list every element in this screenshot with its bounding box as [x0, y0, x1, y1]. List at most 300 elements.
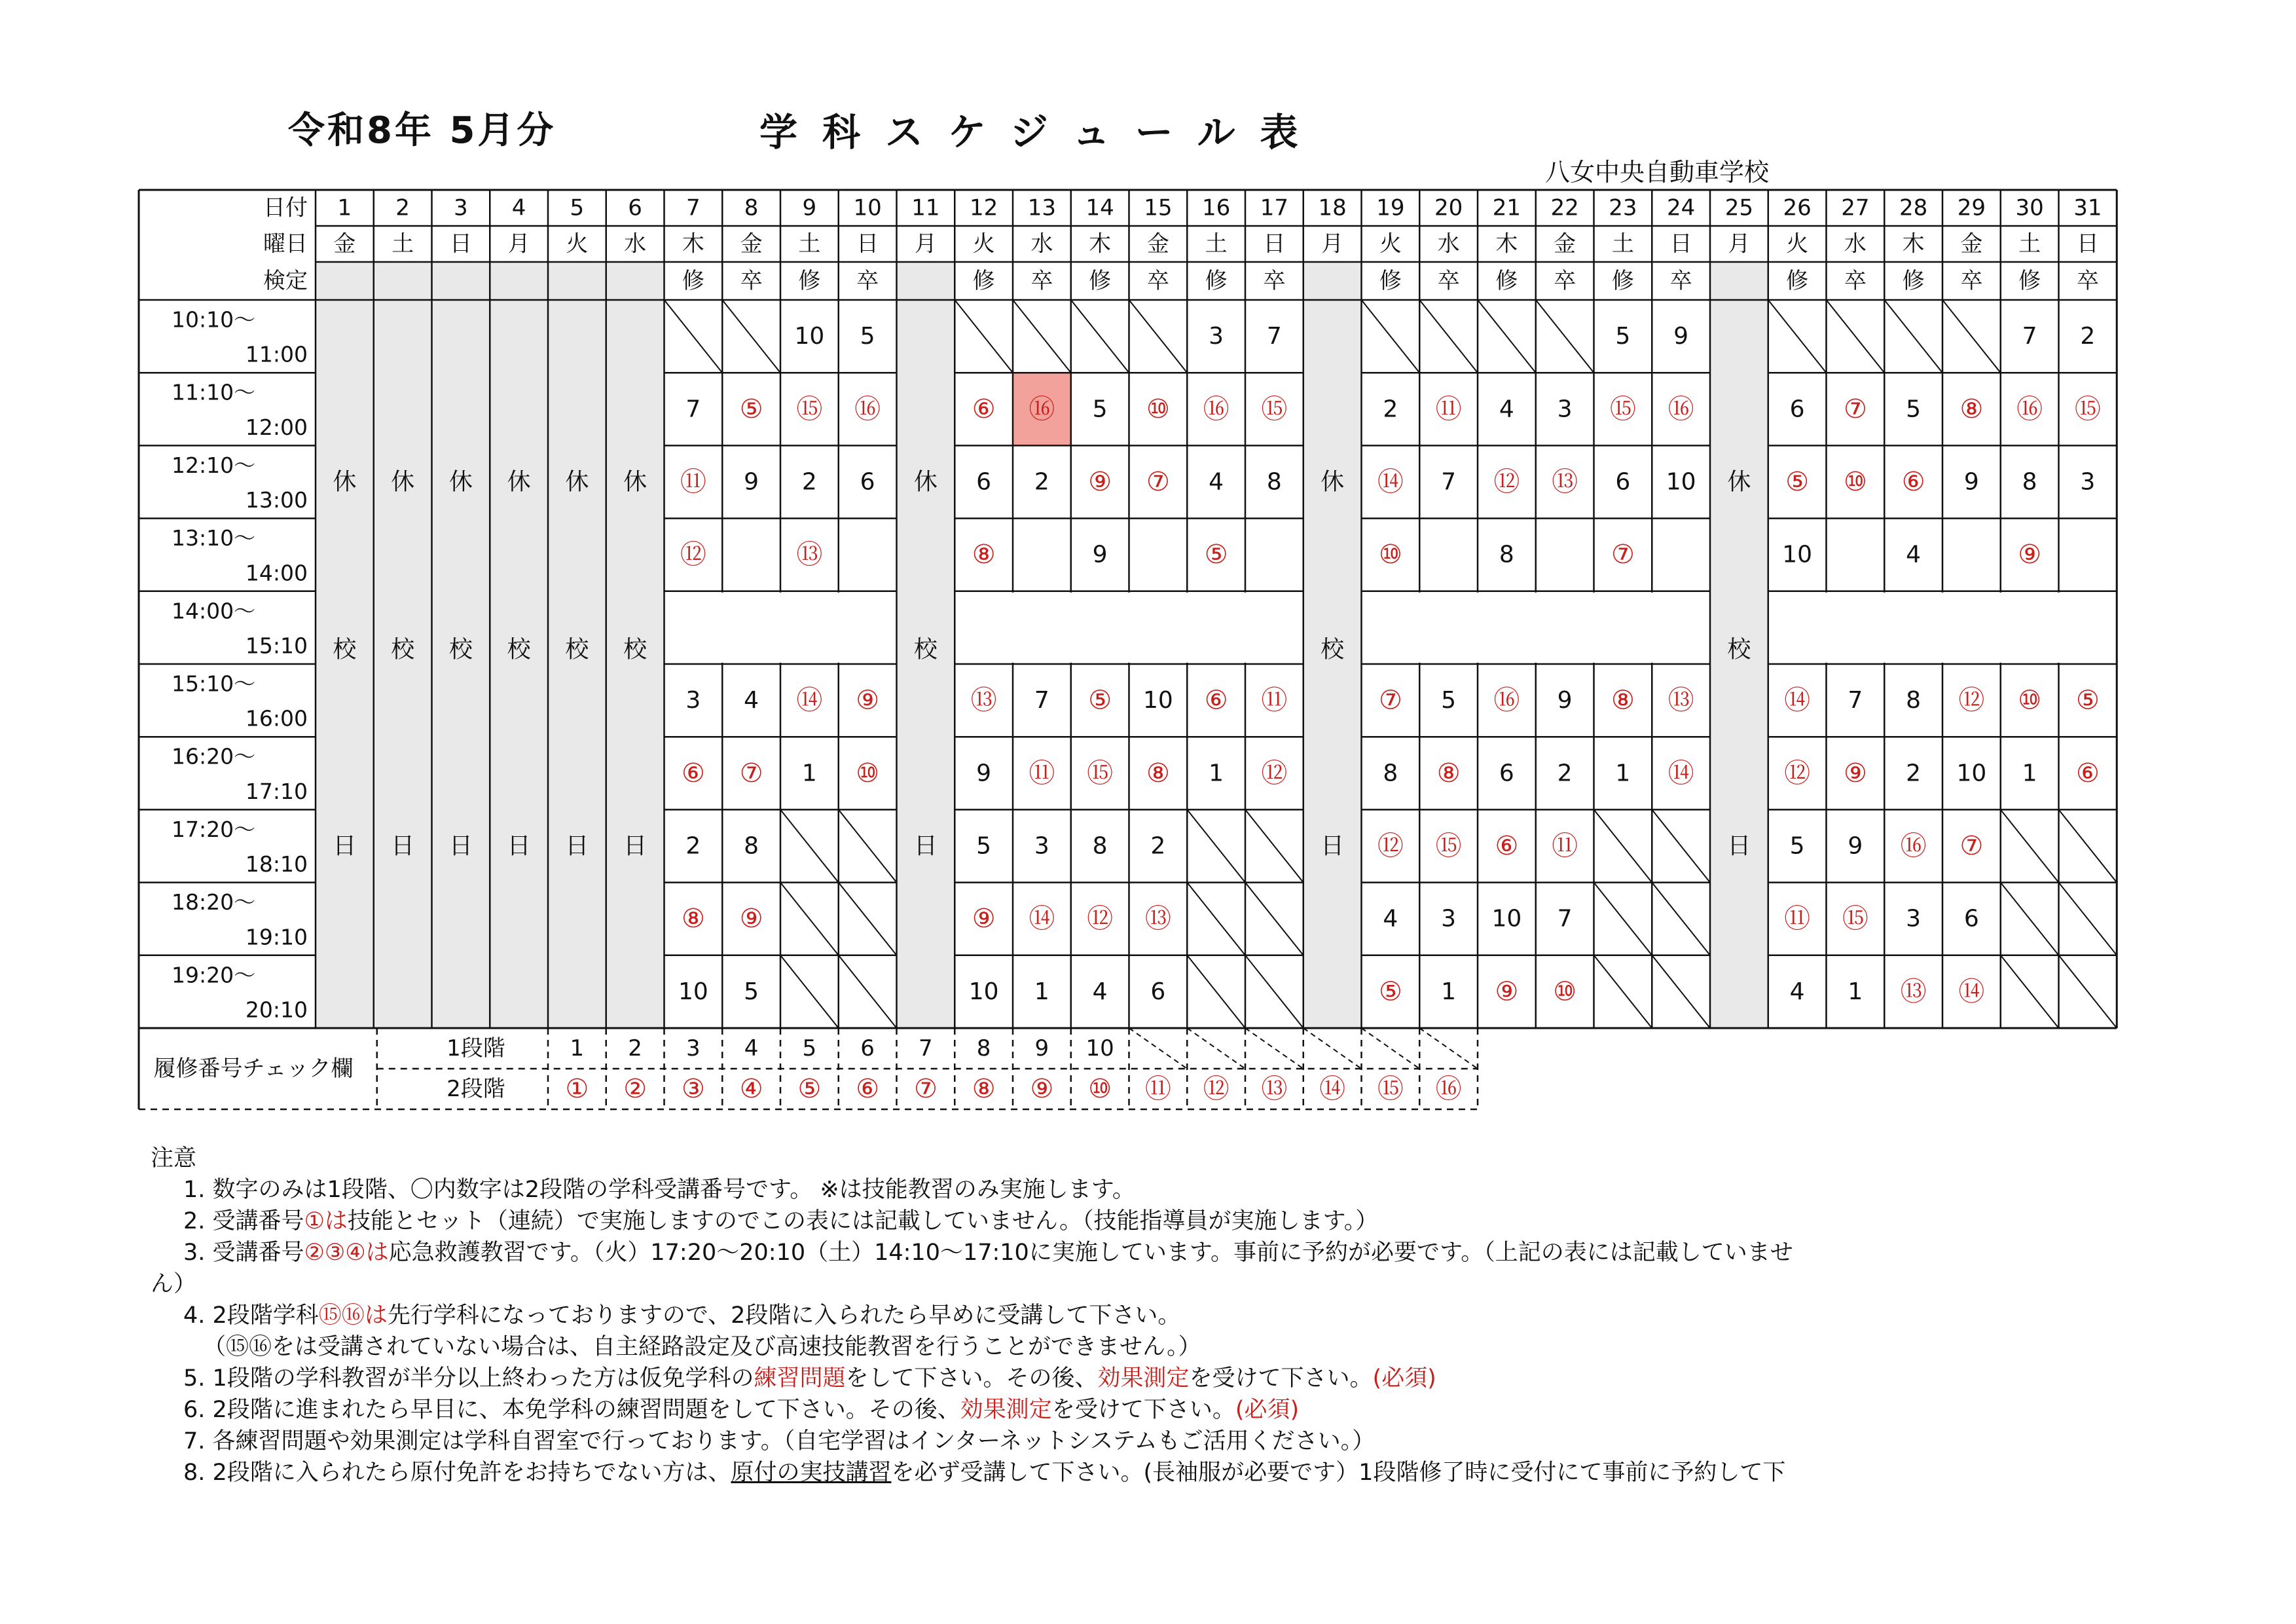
no-class-diagonal [1362, 300, 1420, 373]
class-number: 8 [1092, 832, 1108, 860]
class-number: ⑦ [1378, 685, 1402, 716]
class-number: ⑦ [1843, 394, 1867, 424]
class-number: ⑧ [1959, 394, 1984, 424]
class-number: 9 [1963, 468, 1979, 496]
class-number: 7 [2022, 323, 2037, 350]
closed-day-text: 日 [913, 832, 938, 860]
day-number: 23 [1609, 194, 1637, 221]
class-number: ⑫ [1958, 685, 1985, 716]
closed-day-text: 校 [448, 636, 473, 663]
class-number: 2 [1034, 468, 1049, 496]
class-number: ⑥ [1495, 831, 1519, 861]
class-number: ⑪ [1552, 831, 1578, 861]
check-stage1-number: 1 [570, 1035, 585, 1061]
weekday: 月 [1321, 231, 1344, 257]
weekday: 金 [1554, 231, 1576, 257]
weekday: 月 [914, 231, 937, 257]
no-class-diagonal [1187, 883, 1245, 955]
class-number: ⑯ [854, 394, 881, 424]
class-number: ⑫ [1493, 467, 1520, 497]
exam-type: 修 [1205, 268, 1228, 294]
class-number: 1 [1441, 978, 1457, 1005]
exam-type: 卒 [1669, 268, 1692, 294]
class-number: 7 [1266, 323, 1282, 350]
time-start: 12:10～ [172, 452, 256, 478]
class-number: 1 [801, 760, 817, 787]
time-end: 12:00 [245, 414, 308, 440]
note-3: 3. 受講番号②③④は応急救護教習です。（火）17:20～20:10（土）14:10～17:10に実施しています。事前に予約が必要です。（上記の表には記載していませ [183, 1240, 1793, 1266]
exam-type: 修 [1786, 268, 1809, 294]
class-number: 6 [1963, 905, 1979, 932]
exam-type: 卒 [1960, 268, 1983, 294]
no-class-diagonal [1478, 300, 1536, 373]
weekday: 水 [624, 231, 647, 257]
note-3-cont: ん） [151, 1271, 197, 1297]
check-stage1-number: 2 [628, 1035, 642, 1061]
exam-type: 修 [1379, 268, 1402, 294]
class-number: ⑭ [1958, 976, 1985, 1007]
class-number: ⑨ [972, 904, 996, 934]
class-number: ⑭ [796, 685, 823, 716]
class-number: ⑦ [1959, 831, 1984, 861]
class-number: 3 [685, 687, 701, 714]
class-number: ⑬ [1144, 904, 1171, 934]
day-number: 9 [802, 194, 817, 221]
no-class-diagonal [1827, 300, 1885, 373]
class-number: ⑯ [1029, 394, 1055, 424]
closed-day-text: 休 [1727, 468, 1751, 496]
class-number: ⑤ [739, 394, 763, 424]
exam-type: 卒 [2076, 268, 2099, 294]
school-name: 八女中央自動車学校 [1545, 158, 1770, 187]
closed-day-text: 校 [1321, 636, 1345, 663]
no-class-diagonal [839, 809, 897, 882]
weekday: 木 [1089, 231, 1112, 257]
check-stage2-number: ⑮ [1377, 1074, 1404, 1104]
no-class-diagonal [1245, 955, 1303, 1028]
class-number: ⑪ [1435, 394, 1462, 424]
class-number: 6 [1789, 396, 1805, 423]
closed-day-text: 日 [623, 832, 647, 860]
class-number: ⑭ [1784, 685, 1811, 716]
weekday: 土 [1205, 231, 1228, 257]
class-number: 4 [1789, 978, 1805, 1005]
class-number: 10 [794, 323, 825, 350]
class-number: ⑥ [1901, 467, 1925, 497]
no-class-diagonal [1652, 883, 1710, 955]
time-end: 11:00 [245, 341, 308, 367]
no-class-diagonal [1013, 300, 1071, 373]
day-number: 12 [969, 194, 998, 221]
closed-day-text: 休 [507, 468, 531, 496]
weekday: 水 [1844, 231, 1867, 257]
no-class-diagonal [1942, 300, 2001, 373]
class-number: ⑬ [970, 685, 997, 716]
stage2-label: 2段階 [446, 1076, 505, 1102]
weekday: 木 [1495, 231, 1518, 257]
check-stage2-number: ⑥ [856, 1074, 880, 1104]
no-class-diagonal [1245, 809, 1303, 882]
closed-day-text: 校 [1727, 636, 1751, 663]
no-class-diagonal [1419, 300, 1478, 373]
day-number: 10 [853, 194, 882, 221]
class-number: 8 [1266, 468, 1282, 496]
check-stage1-number: 10 [1085, 1035, 1114, 1061]
weekday: 金 [1960, 231, 1983, 257]
exam-type: 卒 [1146, 268, 1169, 294]
no-class-diagonal [955, 300, 1013, 373]
no-class-diagonal [1071, 300, 1129, 373]
class-number: ⑥ [1204, 685, 1228, 716]
day-number: 16 [1201, 194, 1231, 221]
day-number: 2 [395, 194, 410, 221]
weekday: 日 [856, 231, 879, 257]
weekday: 日 [1669, 231, 1692, 257]
class-number: 2 [801, 468, 817, 496]
class-number: ⑧ [1436, 758, 1461, 788]
day-number: 31 [2073, 194, 2102, 221]
closed-day-text: 校 [507, 636, 531, 663]
class-number: ⑫ [1377, 831, 1404, 861]
class-number: ⑨ [739, 904, 763, 934]
closed-day-text: 日 [333, 832, 357, 860]
class-number: ⑧ [972, 540, 996, 570]
class-number: 5 [1092, 396, 1108, 423]
class-number: ⑩ [1146, 394, 1170, 424]
closed-day-text: 校 [623, 636, 647, 663]
closed-day-text: 校 [333, 636, 357, 663]
class-number: 2 [1557, 760, 1573, 787]
class-number: ⑧ [1611, 685, 1635, 716]
closed-day-text: 休 [565, 468, 589, 496]
day-number: 17 [1260, 194, 1289, 221]
exam-type: 修 [682, 268, 704, 294]
check-stage2-number: ③ [681, 1074, 705, 1104]
class-number: 10 [1491, 905, 1522, 932]
check-diagonal [1303, 1028, 1362, 1069]
no-class-diagonal [722, 300, 780, 373]
class-number: 6 [1499, 760, 1514, 787]
class-number: 2 [1383, 396, 1398, 423]
class-number: ⑫ [1087, 904, 1114, 934]
class-number: 8 [1499, 541, 1514, 568]
class-number: ⑨ [1088, 467, 1112, 497]
closed-day-text: 日 [391, 832, 415, 860]
note-5: 5. 1段階の学科教習が半分以上終わった方は仮免学科の練習問題をして下さい。その後、効果測定を受けて下さい。(必須) [183, 1365, 1436, 1392]
class-number: ⑧ [1146, 758, 1170, 788]
class-number: ⑥ [681, 758, 705, 788]
no-class-diagonal [2059, 809, 2117, 882]
class-number: 5 [1441, 687, 1457, 714]
class-number: ⑫ [680, 540, 706, 570]
time-end: 19:10 [245, 924, 308, 950]
check-diagonal [1129, 1028, 1188, 1069]
class-number: ⑮ [1087, 758, 1114, 788]
weekday: 火 [1786, 231, 1809, 257]
note-7: 7. 各練習問題や効果測定は学科自習室で行っております。（自宅学習はインターネットシステムもご活用ください。） [183, 1428, 1376, 1454]
class-number: ⑯ [1900, 831, 1927, 861]
time-start: 10:10～ [172, 306, 256, 333]
class-number: ⑬ [1552, 467, 1578, 497]
note-2: 2. 受講番号①は技能とセット（連続）で実施しますのでこの表には記載していません。（技能指導員が実施します。） [183, 1208, 1379, 1234]
class-number: 9 [1848, 832, 1863, 860]
time-end: 20:10 [245, 997, 308, 1023]
header-label: 曜日 [263, 231, 308, 257]
no-class-diagonal [1652, 955, 1710, 1028]
weekday: 土 [2018, 231, 2041, 257]
class-number: 7 [1441, 468, 1457, 496]
class-number: 4 [1383, 905, 1398, 932]
day-number: 4 [511, 194, 526, 221]
class-number: 8 [2022, 468, 2037, 496]
note-1: 1. 数字のみは1段階、〇内数字は2段階の学科受講番号です。 ※は技能教習のみ実施します。 [183, 1177, 1135, 1203]
weekday: 日 [449, 231, 472, 257]
day-number: 3 [454, 194, 468, 221]
no-class-diagonal [780, 955, 839, 1028]
class-number: ⑩ [2018, 685, 2042, 716]
weekday: 日 [1263, 231, 1286, 257]
weekday: 月 [507, 231, 530, 257]
class-number: 9 [976, 760, 992, 787]
day-number: 14 [1085, 194, 1114, 221]
class-number: 1 [1034, 978, 1049, 1005]
class-number: 2 [1906, 760, 1922, 787]
class-number: ⑫ [1261, 758, 1288, 788]
class-number: 10 [968, 978, 999, 1005]
class-number: 8 [1383, 760, 1398, 787]
weekday: 木 [1902, 231, 1925, 257]
class-number: 5 [744, 978, 759, 1005]
class-number: 1 [1615, 760, 1631, 787]
weekday: 金 [333, 231, 356, 257]
note-4: 4. 2段階学科⑮⑯は先行学科になっておりますので、2段階に入られたら早めに受講して下さい。 [183, 1302, 1181, 1329]
class-number: 1 [2022, 760, 2037, 787]
closed-day-text: 休 [623, 468, 647, 496]
stage1-label: 1段階 [446, 1035, 505, 1061]
no-class-diagonal [1884, 300, 1942, 373]
class-number: 10 [1142, 687, 1173, 714]
time-start: 17:20～ [172, 816, 256, 842]
class-number: 8 [1906, 687, 1922, 714]
time-start: 15:10～ [172, 671, 256, 697]
weekday: 月 [1728, 231, 1751, 257]
no-class-diagonal [2001, 809, 2059, 882]
class-number: ⑯ [1203, 394, 1230, 424]
class-number: ⑮ [1842, 904, 1868, 934]
time-end: 16:00 [245, 705, 308, 731]
class-number: 5 [1789, 832, 1805, 860]
class-number: 10 [1782, 541, 1813, 568]
weekday: 金 [1146, 231, 1169, 257]
check-stage2-number: ⑤ [797, 1074, 822, 1104]
no-class-diagonal [1652, 809, 1710, 882]
class-number: 2 [1150, 832, 1166, 860]
closed-day-text: 校 [913, 636, 938, 663]
exam-type: 卒 [1554, 268, 1576, 294]
time-start: 14:00～ [172, 598, 256, 624]
day-number: 1 [337, 194, 352, 221]
time-start: 13:10～ [172, 525, 256, 551]
exam-type: 卒 [1844, 268, 1867, 294]
class-number: ⑤ [1204, 540, 1228, 570]
no-class-diagonal [780, 809, 839, 882]
class-number: ⑫ [1784, 758, 1811, 788]
closed-day-text: 休 [448, 468, 473, 496]
class-number: 9 [1092, 541, 1108, 568]
time-end: 15:10 [245, 633, 308, 659]
weekday: 土 [1611, 231, 1634, 257]
class-number: ⑩ [856, 758, 880, 788]
class-number: 6 [1150, 978, 1166, 1005]
no-class-diagonal [839, 955, 897, 1028]
class-number: 6 [1615, 468, 1631, 496]
notes-section [151, 1143, 2180, 1488]
class-number: ⑯ [1667, 394, 1694, 424]
no-class-diagonal [2059, 955, 2117, 1028]
class-number: ⑦ [739, 758, 763, 788]
day-number: 8 [744, 194, 759, 221]
check-stage2-number: ⑪ [1144, 1074, 1171, 1104]
exam-type: 卒 [740, 268, 763, 294]
time-end: 14:00 [245, 560, 308, 586]
class-number: 5 [976, 832, 992, 860]
class-number: 3 [1209, 323, 1224, 350]
notes-heading: 注意 [151, 1145, 197, 1172]
class-number: 5 [860, 323, 875, 350]
class-number: 3 [1034, 832, 1049, 860]
exam-type: 修 [1495, 268, 1518, 294]
class-number: ⑨ [856, 685, 880, 716]
exam-type: 修 [1089, 268, 1112, 294]
exam-type: 修 [2018, 268, 2041, 294]
class-number: 3 [1441, 905, 1457, 932]
class-number: ⑪ [1029, 758, 1055, 788]
no-class-diagonal [1187, 809, 1245, 882]
class-number: ⑦ [1146, 467, 1170, 497]
closed-day-text: 日 [507, 832, 531, 860]
class-number: 9 [744, 468, 759, 496]
class-number: ⑩ [1843, 467, 1867, 497]
class-number: ⑩ [1553, 976, 1577, 1007]
check-stage1-number: 6 [860, 1035, 875, 1061]
day-number: 21 [1492, 194, 1522, 221]
check-label: 履修番号チェック欄 [153, 1056, 354, 1082]
document-title: 学科スケジュール表 [759, 110, 1323, 155]
day-number: 6 [628, 194, 642, 221]
day-number: 13 [1027, 194, 1057, 221]
no-class-diagonal [1768, 300, 1827, 373]
class-number: 2 [685, 832, 701, 860]
class-number: ⑮ [1261, 394, 1288, 424]
day-number: 11 [911, 194, 940, 221]
check-stage2-number: ① [565, 1074, 589, 1104]
class-number: 10 [1666, 468, 1696, 496]
no-class-diagonal [1245, 883, 1303, 955]
closed-day-text: 日 [1727, 832, 1751, 860]
class-number: ⑪ [1784, 904, 1811, 934]
time-start: 11:10～ [172, 379, 256, 405]
check-stage1-number: 8 [976, 1035, 991, 1061]
no-class-diagonal [665, 300, 723, 373]
time-start: 18:20～ [172, 889, 256, 915]
check-diagonal [1187, 1028, 1245, 1069]
class-number: ⑬ [1667, 685, 1694, 716]
class-number: 3 [1906, 905, 1922, 932]
check-stage2-number: ④ [739, 1074, 763, 1104]
class-number: 4 [1906, 541, 1922, 568]
exam-type: 卒 [1030, 268, 1053, 294]
day-number: 25 [1724, 194, 1754, 221]
class-number: 2 [2080, 323, 2096, 350]
closed-day-text: 休 [391, 468, 415, 496]
class-number: ⑪ [1261, 685, 1288, 716]
check-stage2-number: ② [623, 1074, 647, 1104]
day-number: 22 [1550, 194, 1579, 221]
class-number: 9 [1673, 323, 1689, 350]
day-number: 15 [1144, 194, 1173, 221]
class-number: 1 [1209, 760, 1224, 787]
class-number: 7 [1848, 687, 1863, 714]
check-diagonal [1362, 1028, 1420, 1069]
check-stage1-number: 3 [686, 1035, 701, 1061]
weekday: 木 [682, 231, 704, 257]
class-number: ⑤ [1088, 685, 1112, 716]
no-class-diagonal [2059, 883, 2117, 955]
class-number: ⑧ [681, 904, 705, 934]
class-number: 3 [2080, 468, 2096, 496]
closed-day-text: 校 [391, 636, 415, 663]
check-stage1-number: 4 [744, 1035, 759, 1061]
class-number: ⑬ [1900, 976, 1927, 1007]
day-number: 18 [1318, 194, 1347, 221]
time-end: 18:10 [245, 851, 308, 877]
day-number: 27 [1841, 194, 1870, 221]
class-number: ⑮ [1435, 831, 1462, 861]
class-number: ⑤ [1378, 976, 1402, 1007]
weekday: 日 [2076, 231, 2099, 257]
class-number: 10 [678, 978, 708, 1005]
weekday: 土 [798, 231, 821, 257]
day-number: 5 [570, 194, 585, 221]
weekday: 火 [566, 231, 589, 257]
time-start: 19:20～ [172, 962, 256, 988]
exam-type: 修 [798, 268, 821, 294]
exam-type: 修 [1611, 268, 1634, 294]
class-number: 4 [1209, 468, 1224, 496]
day-number: 26 [1783, 194, 1812, 221]
class-number: 4 [1092, 978, 1108, 1005]
check-stage2-number: ⑬ [1261, 1074, 1288, 1104]
no-class-diagonal [1536, 300, 1594, 373]
closed-day-text: 日 [565, 832, 589, 860]
class-number: 5 [1906, 396, 1922, 423]
closed-day-text: 休 [333, 468, 357, 496]
note-6: 6. 2段階に進まれたら早目に、本免学科の練習問題をして下さい。その後、効果測定を受けて下さい。(必須) [183, 1397, 1300, 1423]
class-number: 8 [744, 832, 759, 860]
class-number: ⑦ [1611, 540, 1635, 570]
class-number: ⑮ [796, 394, 823, 424]
header-label: 検定 [263, 268, 308, 294]
class-number: ⑤ [2075, 685, 2100, 716]
day-number: 7 [686, 194, 701, 221]
check-stage1-number: 5 [802, 1035, 817, 1061]
check-stage2-number: ⑭ [1319, 1074, 1346, 1104]
check-stage2-number: ⑩ [1088, 1074, 1112, 1104]
closed-day-text: 日 [1321, 832, 1345, 860]
exam-type: 卒 [856, 268, 879, 294]
no-class-diagonal [2001, 883, 2059, 955]
check-stage1-number: 7 [919, 1035, 933, 1061]
